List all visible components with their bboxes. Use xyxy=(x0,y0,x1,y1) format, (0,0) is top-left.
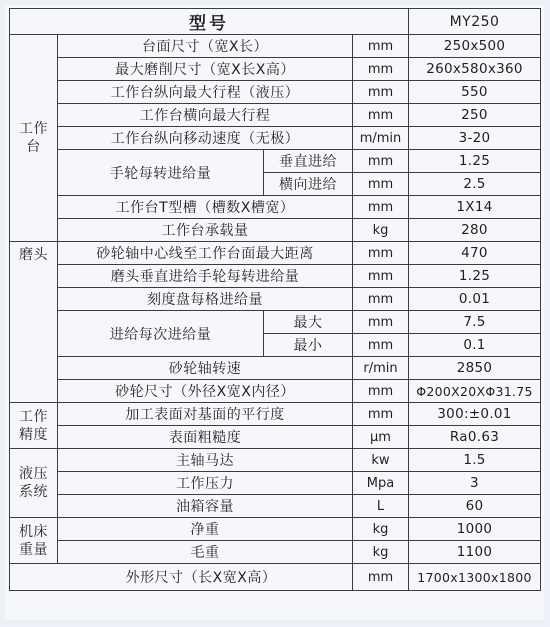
row-unit: L xyxy=(353,495,409,518)
row-subname: 最大 xyxy=(264,311,353,334)
row-unit: mm xyxy=(353,81,409,104)
group-label-grinding-head: 磨头 xyxy=(10,242,58,403)
row-name: 工作台纵向移动速度（无极） xyxy=(58,127,353,150)
row-name: 外形尺寸（长X宽X高） xyxy=(10,564,353,591)
row-name: 工作台承载量 xyxy=(58,219,353,242)
table-row xyxy=(10,541,541,564)
row-value: Ra0.63 xyxy=(409,426,541,449)
row-subname: 最小 xyxy=(264,334,353,357)
row-unit: r/min xyxy=(353,357,409,380)
row-name: 主轴马达 xyxy=(58,449,353,472)
model-header-label: 型号 xyxy=(10,9,409,35)
table-row xyxy=(10,426,541,449)
row-subname: 横向进给 xyxy=(264,173,353,196)
row-name: 工作压力 xyxy=(58,472,353,495)
row-unit: kg xyxy=(353,518,409,541)
row-value: 1.5 xyxy=(409,449,541,472)
row-value: 1700x1300x1800 xyxy=(409,564,541,591)
specification-table xyxy=(9,8,541,591)
table-row xyxy=(10,380,541,403)
row-name: 工作台T型槽（槽数X槽宽） xyxy=(58,196,353,219)
row-name: 刻度盘每格进给量 xyxy=(58,288,353,311)
row-unit: mm xyxy=(353,311,409,334)
row-unit: m/min xyxy=(353,127,409,150)
row-unit: mm xyxy=(353,150,409,173)
row-name: 油箱容量 xyxy=(58,495,353,518)
row-value: 1.25 xyxy=(409,265,541,288)
row-value: 3-20 xyxy=(409,127,541,150)
group-label-table: 工作台 xyxy=(10,35,58,242)
row-value: 0.1 xyxy=(409,334,541,357)
row-name: 进给每次进给量 xyxy=(58,311,264,357)
table-row xyxy=(10,564,541,591)
row-value: 250x500 xyxy=(409,35,541,58)
table-row xyxy=(10,357,541,380)
row-unit: mm xyxy=(353,58,409,81)
row-unit: mm xyxy=(353,242,409,265)
row-unit: mm xyxy=(353,265,409,288)
row-value: 1.25 xyxy=(409,150,541,173)
row-value: 1X14 xyxy=(409,196,541,219)
group-label-hydraulic: 液压系统 xyxy=(10,449,58,518)
row-name: 毛重 xyxy=(58,541,353,564)
row-value: 280 xyxy=(409,219,541,242)
row-unit: mm xyxy=(353,334,409,357)
row-unit: kg xyxy=(353,541,409,564)
row-value: 470 xyxy=(409,242,541,265)
row-value: 1000 xyxy=(409,518,541,541)
row-unit: mm xyxy=(353,173,409,196)
row-unit: kw xyxy=(353,449,409,472)
spec-sheet xyxy=(5,5,544,620)
table-row xyxy=(10,219,541,242)
table-row xyxy=(10,104,541,127)
row-name: 砂轮尺寸（外径X宽X内径） xyxy=(58,380,353,403)
table-row xyxy=(10,449,541,472)
table-row xyxy=(10,518,541,541)
row-value: 3 xyxy=(409,472,541,495)
row-name: 砂轮轴转速 xyxy=(58,357,353,380)
row-name: 磨头垂直进给手轮每转进给量 xyxy=(58,265,353,288)
row-name: 工作台纵向最大行程（液压） xyxy=(58,81,353,104)
table-row xyxy=(10,58,541,81)
row-subname: 垂直进给 xyxy=(264,150,353,173)
table-row xyxy=(10,288,541,311)
row-value: 60 xyxy=(409,495,541,518)
row-unit: mm xyxy=(353,564,409,591)
row-value: Φ200X20XΦ31.75 xyxy=(409,380,541,403)
table-row xyxy=(10,495,541,518)
row-unit: μm xyxy=(353,426,409,449)
row-value: 2.5 xyxy=(409,173,541,196)
group-label-work-precision: 工作精度 xyxy=(10,403,58,449)
row-value: 300:±0.01 xyxy=(409,403,541,426)
row-name: 表面粗糙度 xyxy=(58,426,353,449)
row-unit: mm xyxy=(353,196,409,219)
row-name: 加工表面对基面的平行度 xyxy=(58,403,353,426)
row-value: 550 xyxy=(409,81,541,104)
row-name: 最大磨削尺寸（宽X长X高） xyxy=(58,58,353,81)
row-unit: mm xyxy=(353,35,409,58)
model-value: MY250 xyxy=(409,9,541,35)
row-name: 台面尺寸（宽X长） xyxy=(58,35,353,58)
table-row xyxy=(10,472,541,495)
row-value: 7.5 xyxy=(409,311,541,334)
table-row xyxy=(10,150,541,173)
row-unit: mm xyxy=(353,380,409,403)
row-unit: mm xyxy=(353,288,409,311)
row-value: 1100 xyxy=(409,541,541,564)
table-row xyxy=(10,81,541,104)
row-value: 0.01 xyxy=(409,288,541,311)
row-unit: kg xyxy=(353,219,409,242)
row-unit: mm xyxy=(353,104,409,127)
table-row xyxy=(10,35,541,58)
group-label-machine-weight: 机床重量 xyxy=(10,518,58,564)
row-value: 2850 xyxy=(409,357,541,380)
row-name: 砂轮轴中心线至工作台面最大距离 xyxy=(58,242,353,265)
row-value: 250 xyxy=(409,104,541,127)
row-unit: Mpa xyxy=(353,472,409,495)
table-row xyxy=(10,403,541,426)
table-row xyxy=(10,265,541,288)
table-header-row xyxy=(10,9,541,35)
table-row xyxy=(10,127,541,150)
row-name: 手轮每转进给量 xyxy=(58,150,264,196)
row-name: 净重 xyxy=(58,518,353,541)
table-row xyxy=(10,311,541,334)
table-row xyxy=(10,242,541,265)
row-unit: mm xyxy=(353,403,409,426)
row-name: 工作台横向最大行程 xyxy=(58,104,353,127)
table-row xyxy=(10,196,541,219)
row-value: 260x580x360 xyxy=(409,58,541,81)
